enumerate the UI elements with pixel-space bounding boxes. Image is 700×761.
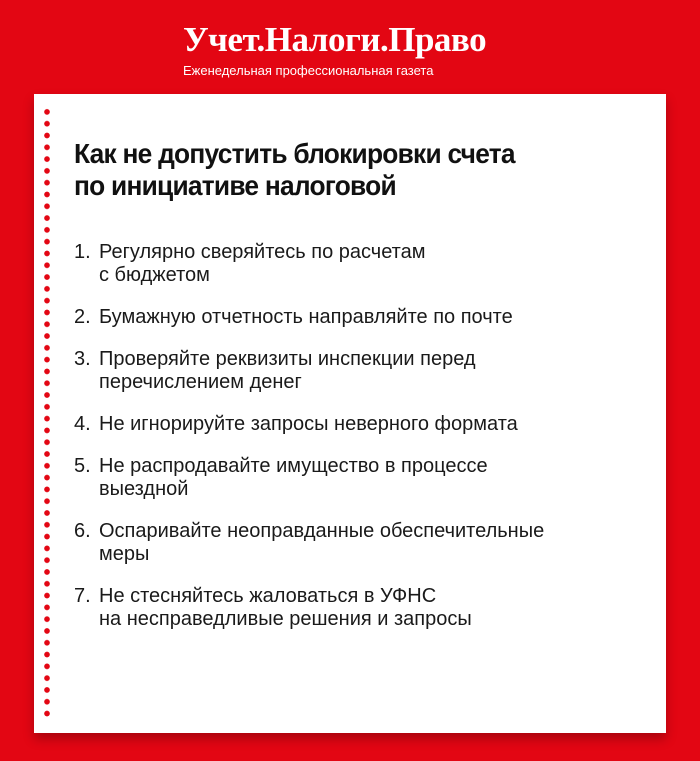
step-line: Оспаривайте неоправданные обеспечительные <box>99 520 545 542</box>
step-line: Проверяйте реквизиты инспекции перед <box>99 348 476 370</box>
step-text <box>99 348 476 394</box>
step-number: 6. <box>74 520 91 542</box>
list-item <box>74 413 664 436</box>
step-text <box>99 306 513 329</box>
step-line: выездной <box>99 478 189 500</box>
steps-list <box>74 241 664 650</box>
notebook-sheet <box>34 94 666 733</box>
step-line: на несправедливые решения и запросы <box>99 608 472 630</box>
step-number: 5. <box>74 455 91 477</box>
list-item <box>74 348 664 394</box>
brand-title: Учет.Налоги.Право <box>183 20 487 59</box>
step-text <box>99 585 472 631</box>
step-line: с бюджетом <box>99 264 210 286</box>
step-line: Бумажную отчетность направляйте по почте <box>99 306 513 328</box>
masthead <box>0 0 700 90</box>
step-number: 2. <box>74 306 91 328</box>
step-line: Не распродавайте имущество в процессе <box>99 455 488 477</box>
step-line: Не игнорируйте запросы неверного формата <box>99 413 518 435</box>
step-number: 7. <box>74 585 91 607</box>
list-item <box>74 585 664 631</box>
card-heading <box>74 138 610 202</box>
brand-subtitle: Еженедельная профессиональная газета <box>183 63 434 78</box>
list-item <box>74 520 664 566</box>
list-item <box>74 241 664 287</box>
list-item <box>74 455 664 501</box>
perforation-dots <box>43 106 51 722</box>
step-line: Регулярно сверяйтесь по расчетам <box>99 241 426 263</box>
step-text <box>99 241 425 287</box>
heading-line: Как не допустить блокировки счета <box>74 138 515 169</box>
step-number: 3. <box>74 348 91 370</box>
step-text <box>99 520 544 566</box>
step-text <box>99 455 488 501</box>
step-number: 4. <box>74 413 91 435</box>
list-item <box>74 306 664 329</box>
step-line: Не стесняйтесь жаловаться в УФНС <box>99 585 437 607</box>
step-text <box>99 413 518 436</box>
step-line: меры <box>99 543 150 565</box>
step-number: 1. <box>74 241 91 263</box>
heading-line: по инициативе налоговой <box>74 170 396 201</box>
step-line: перечислением денег <box>99 371 302 393</box>
